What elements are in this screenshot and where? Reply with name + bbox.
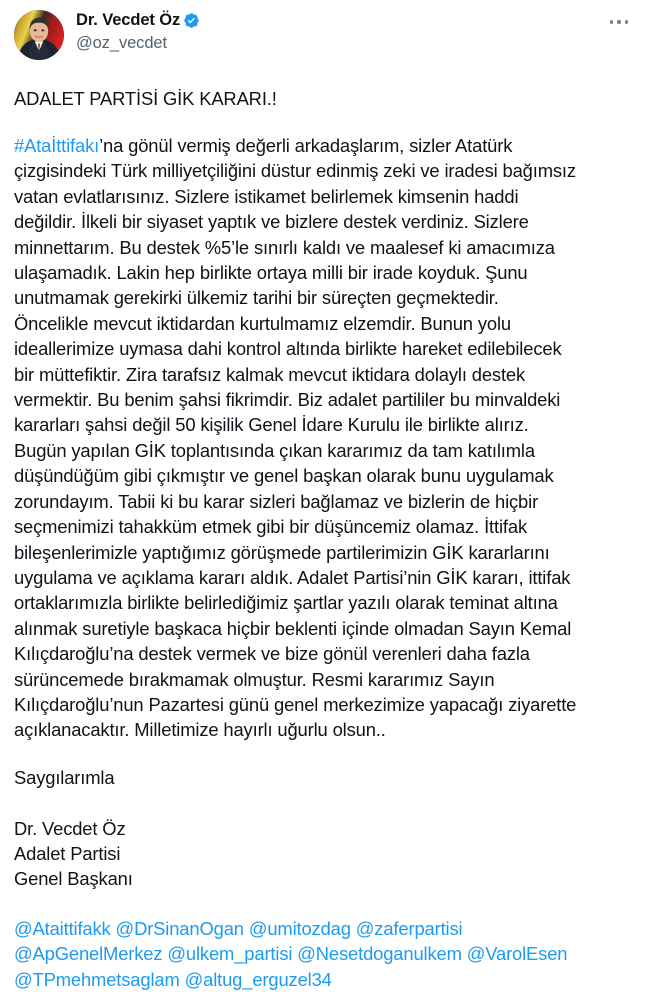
mentions-block bbox=[14, 892, 584, 992]
verified-badge-icon bbox=[183, 12, 200, 29]
mentions-line-3[interactable]: @TPmehmetsaglam @altug_erguzel34 bbox=[14, 968, 332, 990]
tweet-main-paragraph bbox=[14, 111, 577, 743]
signature-title: Genel Başkanı bbox=[14, 868, 133, 890]
mentions-line-2[interactable]: @ApGenelMerkez @ulkem_partisi @Nesetdoganulkem @VarolEsen bbox=[14, 943, 568, 965]
avatar[interactable] bbox=[14, 10, 64, 60]
signature-salutation: Saygılarımla bbox=[14, 766, 115, 788]
signature-name: Dr. Vecdet Öz bbox=[14, 817, 126, 839]
signature-party: Adalet Partisi bbox=[14, 842, 121, 864]
more-horizontal-icon[interactable] bbox=[602, 12, 636, 32]
tweet-headline: ADALET PARTİSİ GİK KARARI.! bbox=[14, 88, 277, 109]
author-identity bbox=[76, 10, 602, 54]
author-display-name[interactable]: Dr. Vecdet Öz bbox=[76, 11, 181, 29]
mentions-line-1[interactable]: @Ataittifakk @DrSinanOgan @umitozdag @zaferpartisi bbox=[14, 917, 463, 939]
tweet-body bbox=[14, 86, 636, 992]
tweet-paragraph-text: ’na gönül vermiş değerli arkadaşlarım, sizler Atatürk çizgisindeki Türk milliyetçiliğini düstur edinmiş zeki ve iradesi bağımsız vatan evlatlarısınız. Sizlere istikamet belirlemek kimsenin haddi değildir. İlkeli bir siyaset yaptık ve bizlere destek verdiniz. Sizlere minnettarım. Bu destek %5’le sınırlı kaldı ve maalesef ki amacımıza ulaşamadık. Lakin hep birlikte ortaya milli bir irade koyduk. Şunu unutmamak gerekirki ülkemiz tarihi bir süreçten geçmektedir. Öncelikle mevcut iktidardan kurtulmamız elzemdir. Bunun yolu ideallerimize uymasa dahi kontrol altında birlikte hareket edilebilecek bir müttefiktir. Zira tarafsız kalmak mevcut iktidara dolaylı destek vermektir. Bu benim şahsi fikrimdir. Biz adalet partililer bu minvaldeki kararları şahsi değil 50 kişilik Genel İdare Kurulu ile birlikte alırız. Bugün yapılan GİK toplantısında çıkan kararımız da tam katılımla düşündüğüm gibi çıkmıştır ve genel başkan olarak bunu uygulamak zorundayım. Tabii ki bu karar sizleri bağlamaz ve bizlerin de hiçbir seçmenimizi tahakküm etmek gibi bir düşüncemiz olamaz. İttifak bileşenlerimizle yaptığımız görüşmede partilerimizin GİK kararlarını uygulama ve açıklama kararı aldık. Adalet Partisi’nin GİK kararı, ittifak ortaklarımızla birlikte belirlediğimiz şartlar yazılı olarak teminat altına alınmak suretiyle başkaca hiçbir beklenti içinde olmadan Sayın Kemal Kılıçdaroğlu’na destek vermek ve bize gönül verenleri daha fazla sürüncemede bırakmamak olmuştur. Resmi kararımız Sayın Kılıçdaroğlu’nun Pazartesi günü genel merkezimize yapacağı ziyarette açıklanacaktır. Milletimize hayırlı uğurlu olsun.. bbox=[14, 135, 577, 741]
signature-block bbox=[14, 743, 636, 892]
tweet-header bbox=[14, 10, 636, 68]
hashtag-ataittifaki[interactable]: #Ataİttifakı bbox=[14, 135, 100, 156]
author-handle[interactable]: @oz_vecdet bbox=[76, 34, 167, 52]
avatar-image[interactable] bbox=[14, 10, 64, 60]
author-name-row[interactable] bbox=[76, 11, 602, 30]
